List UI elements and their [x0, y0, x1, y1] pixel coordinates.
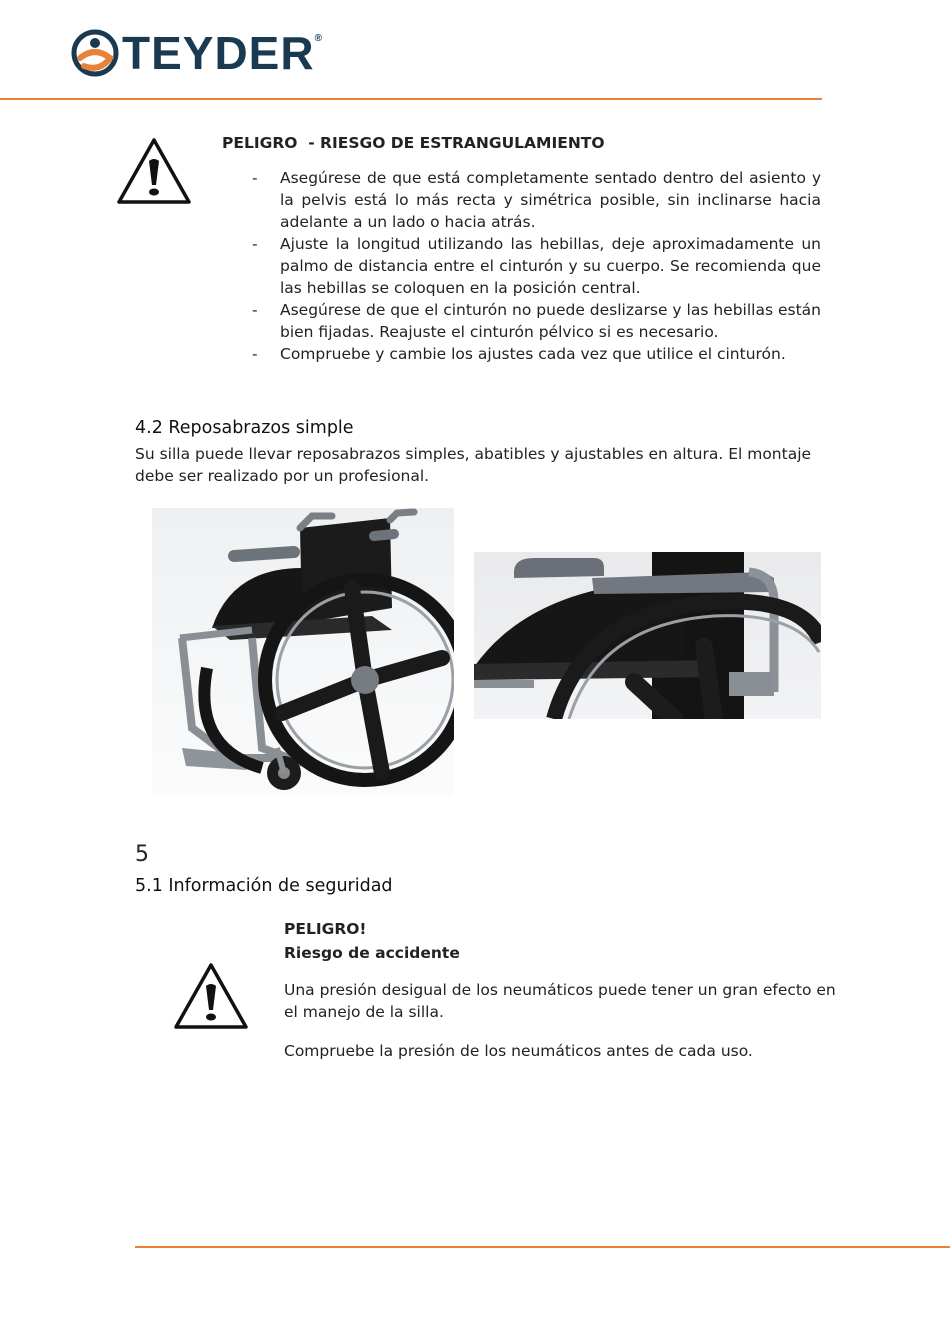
registered-mark: ®: [314, 33, 323, 44]
section-number: 5: [135, 842, 149, 867]
warning-triangle-icon: [116, 137, 192, 205]
footer-rule: [135, 1246, 950, 1248]
teyder-logo-mark-icon: [70, 28, 120, 78]
header-rule: [0, 98, 822, 100]
warning1-title: PELIGRO - RIESGO DE ESTRANGULAMIENTO: [222, 134, 605, 152]
section-text: Su silla puede llevar reposabrazos simples, abatibles y ajustables en altura. El montaje debe ser realizado por un profesional.: [135, 445, 812, 485]
warning2-subtitle: Riesgo de accidente: [284, 944, 460, 962]
warning2-paragraph: Una presión desigual de los neumáticos puede tener un gran efecto en el manejo de la silla.: [284, 981, 836, 1021]
wheelchair-image: [152, 508, 454, 796]
warning2-paragraph: Compruebe la presión de los neumáticos antes de cada uso.: [284, 1042, 753, 1060]
section-heading: 5.1 Información de seguridad: [135, 876, 393, 896]
logo-text: TEYDER: [122, 27, 315, 79]
warning2-title: PELIGRO!: [284, 920, 367, 938]
warning1-list: [280, 167, 821, 365]
armrest-detail-image: [474, 552, 821, 719]
list-item: - Asegúrese de que el cinturón no puede deslizarse y las hebillas están bien fijadas. Reajuste el cinturón pélvico si es necesario.: [280, 299, 821, 343]
section-heading: 4.2 Reposabrazos simple: [135, 418, 354, 438]
logo: [70, 27, 323, 79]
list-item: - Compruebe y cambie los ajustes cada vez que utilice el cinturón.: [280, 343, 821, 365]
warning-triangle-icon: [173, 962, 249, 1030]
list-item: - Asegúrese de que está completamente sentado dentro del asiento y la pelvis está lo más recta y simétrica posible, sin inclinarse hacia adelante a un lado o hacia atrás.: [280, 167, 821, 233]
list-item: - Ajuste la longitud utilizando las hebillas, deje aproximadamente un palmo de distancia entre el cinturón y su cuerpo. Se recomienda que las hebillas se coloquen en la posición central.: [280, 233, 821, 299]
